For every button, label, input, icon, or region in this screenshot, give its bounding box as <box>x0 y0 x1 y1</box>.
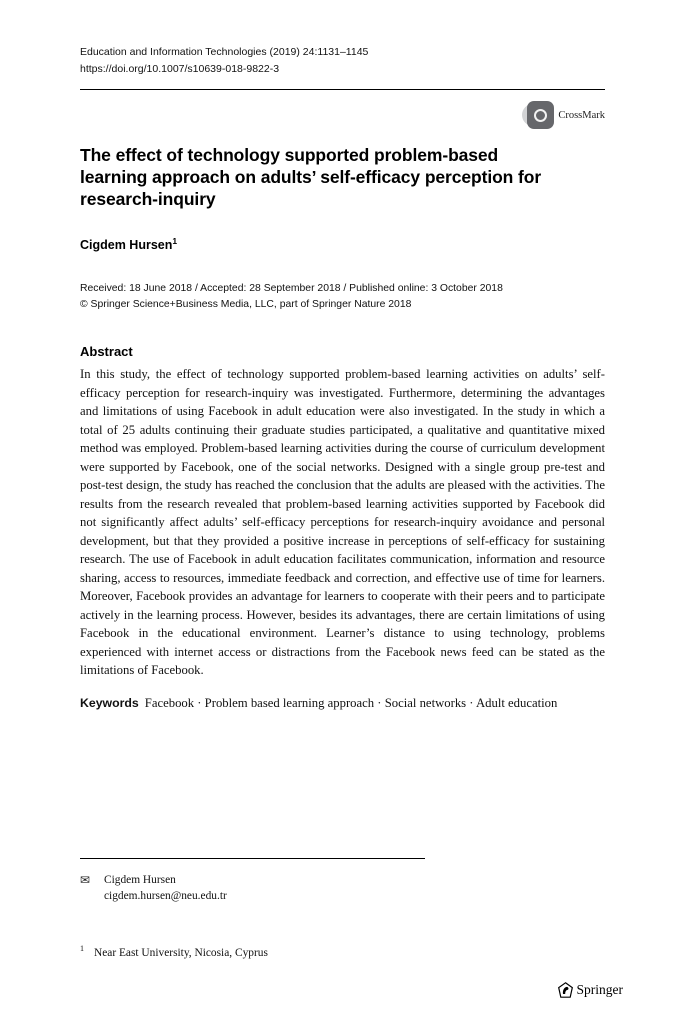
affiliation-text: Near East University, Nicosia, Cyprus <box>94 946 268 959</box>
springer-logo <box>558 982 624 998</box>
crossmark-icon <box>522 101 554 129</box>
keywords-text: Facebook · Problem based learning approach · Social networks · Adult education <box>144 695 558 710</box>
envelope-icon: ✉ <box>80 873 91 887</box>
author-name-text: Cigdem Hursen <box>80 238 173 253</box>
article-title: The effect of technology supported problem-based learning approach on adults’ self-efficacy perception for research-inquiry <box>80 145 542 209</box>
journal-citation: Education and Information Technologies (2019) 24:1131–1145 <box>80 46 369 58</box>
doi-link[interactable]: https://doi.org/10.1007/s10639-018-9822-3 <box>80 63 280 75</box>
affiliation-line <box>80 941 605 961</box>
correspondence-email[interactable]: cigdem.hursen@neu.edu.tr <box>104 890 227 902</box>
crossmark-row <box>80 100 605 130</box>
copyright-line: © Springer Science+Business Media, LLC, part of Springer Nature 2018 <box>80 299 412 311</box>
crossmark-square <box>527 101 554 129</box>
springer-icon <box>558 982 573 998</box>
author-affiliation-marker: 1 <box>172 236 178 246</box>
correspondence-name: Cigdem Hursen <box>104 874 176 886</box>
crossmark-label: CrossMark <box>558 109 605 121</box>
affiliation-marker: 1 <box>80 944 84 953</box>
correspondence-block <box>80 872 605 904</box>
footnote-block <box>80 858 605 961</box>
keywords-label: Keywords <box>80 695 139 710</box>
abstract-text: In this study, the effect of technology supported problem-based learning activities on adults’ self-efficacy perception for research-inquiry was investigated. Furthermore, determining the advantages and limitations of using Facebook in adult education were also investigated. In the study in which a total of 25 adults continuing their graduate studies participated, a qualitative and quantitative mixed method was employed. Problem-based learning activities during the course of curriculum development were supported by Facebook, one of the social networks. Designed with a single group pre-test and post-test design, the study has reached the conclusion that the adults are pleased with the activities. The results from the research revealed that problem-based learning activities supported by Facebook did not significantly affect adults’ self-efficacy perceptions for research-inquiry avoidance and personal development, but that they provided a positive increase in perceptions of self-efficacy for sustaining research. The use of Facebook in adult education facilitates communication, information and resource sharing, access to resources, immediate feedback and correction, and effective use of time for learners. Moreover, Facebook provides an advantage for learners to cooperate with their peers and to participate actively in the learning process. However, besides its advantages, there are certain limitations of using Facebook in the educational environment. Learner’s distance to using technology, problems experienced with internet access or distractions from the Facebook news feed can be stated as the limitations of Facebook. <box>80 367 605 678</box>
crossmark-ring <box>534 109 547 122</box>
header-rule <box>80 89 605 90</box>
abstract-heading: Abstract <box>80 344 133 360</box>
crossmark-badge[interactable] <box>522 100 605 130</box>
publisher-name: Springer <box>576 982 623 997</box>
correspondence-details <box>104 872 227 904</box>
author-name <box>80 236 605 252</box>
keywords-line <box>80 694 605 713</box>
received-accepted-line: Received: 18 June 2018 / Accepted: 28 September 2018 / Published online: 3 October 2018 <box>80 283 503 295</box>
footnote-rule <box>80 858 425 859</box>
